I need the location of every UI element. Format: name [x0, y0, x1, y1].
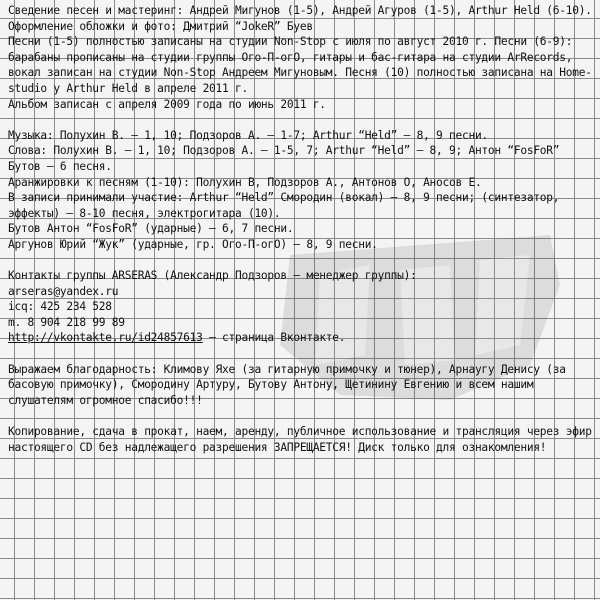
thanks-text: Выражаем благодарность: Климову Яхе (за гитарную примочку и тюнер), Арнаугу Денису (за басовую примочку), Смородину Артуру, Бутову Антону, Щетинину Евгению и всем нашим слушателям огромное спасибо!!! — [8, 362, 566, 407]
vk-link[interactable]: http://vkontakte.ru/id24857613 — [8, 331, 203, 345]
lyrics-credits: Слова: Полухин В. – 1, 10; Подзоров А. – 1-5, 7; Arthur “Held” – 8, 9; Антон “FosFoR” Бутов – 6 песня. — [8, 144, 560, 173]
contact-phone: m. 8 904 218 99 89 — [8, 315, 125, 329]
arrangements-credits: Аранжировки к песням (1-10): Полухин В, Подзоров А., Антонов О, Аносов Е. — [8, 175, 482, 189]
vk-suffix: – страница Вконтакте. — [202, 331, 346, 345]
recording-credits: Песни (1-5) полностью записаны на студии Non-Stop с июля по август 2010 г. Песни (6-9): барабаны прописаны на студии группы Ого-П-огО, гитары и бас-гитара на студии ArRecords, вокал записан на студии Non-Stop Андреем Мигуновым. Песня (10) полностью записана на Home-studio у Arthur Held в апреле 2011 г. — [8, 35, 592, 95]
contact-icq: icq: 425 234 528 — [8, 300, 112, 314]
album-recording-period: Альбом записан с апреля 2009 года по июнь 2011 г. — [8, 97, 326, 111]
contact-vk — [8, 330, 594, 346]
argunov-credits: Аргунов Юрий “Жук” (ударные, гр. Ого-П-огО) – 8, 9 песни. — [8, 237, 378, 251]
mixing-mastering-credits: Сведение песен и мастеринг: Андрей Мигунов (1-5), Андрей Агуров (1-5), Arthur Held (6-10). — [8, 4, 592, 17]
cover-design-credits: Оформление обложки и фото: Дмитрий “JokeR” Буев — [8, 19, 313, 33]
butov-credits: Бутов Антон “FosFoR” (ударные) – 6, 7 песни. — [8, 222, 294, 236]
participants-credits: В записи принимали участие: Arthur “Held” Смородин (вокал) – 8, 9 песни; (синтезатор, эффекты) – 8-10 песня, электрогитара (10). — [8, 191, 560, 220]
contacts-heading: Контакты группы ARSERAS (Александр Подзоров – менеджер группы): — [8, 269, 417, 283]
copyright-notice: Копирование, сдача в прокат, наем, аренду, публичное использование и трансляция через эфир настоящего CD без надлежащего разрешения ЗАПРЕЩАЕТСЯ! Диск только для ознакомления! — [8, 425, 592, 454]
music-credits: Музыка: Полухин В. – 1, 10; Подзоров А. – 1-7; Arthur “Held” – 8, 9 песни. — [8, 128, 488, 142]
contact-email[interactable]: arseras@yandex.ru — [8, 284, 119, 298]
